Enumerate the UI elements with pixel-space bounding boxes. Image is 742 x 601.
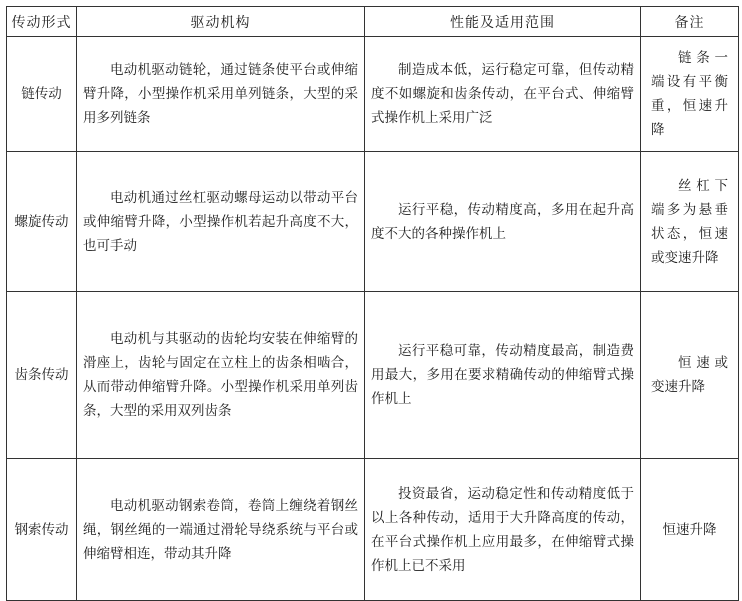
- table-row: [7, 459, 739, 601]
- row-mechanism: 电动机通过丝杠驱动螺母运动以带动平台或伸缩臂升降，小型操作机若起升高度不大，也可手动: [77, 152, 365, 292]
- row-mechanism: 电动机与其驱动的齿轮均安装在伸缩臂的滑座上，齿轮与固定在立柱上的齿条相啮合，从而带动伸缩臂升降。小型操作机采用单列齿条，大型的采用双列齿条: [77, 292, 365, 459]
- row-performance: 投资最省，运动稳定性和传动精度低于以上各种传动，适用于大升降高度的传动，在平台式操作机上应用最多，在伸缩臂式操作机上已不采用: [365, 459, 641, 601]
- row-note: 恒速或变速升降: [641, 292, 739, 459]
- header-transmission-type: 传动形式: [7, 7, 77, 37]
- header-performance-scope: 性能及适用范围: [365, 7, 641, 37]
- transmission-comparison-table: [6, 6, 739, 601]
- table-row: [7, 292, 739, 459]
- row-name: 链传动: [7, 37, 77, 152]
- row-name: 螺旋传动: [7, 152, 77, 292]
- row-note: 丝杠下端多为悬垂状态，恒速或变速升降: [641, 152, 739, 292]
- row-performance: 制造成本低，运行稳定可靠，但传动精度不如螺旋和齿条传动，在平台式、伸缩臂式操作机上采用广泛: [365, 37, 641, 152]
- row-mechanism: 电动机驱动钢索卷筒，卷筒上缠绕着钢丝绳，钢丝绳的一端通过滑轮导绕系统与平台或伸缩臂相连，带动其升降: [77, 459, 365, 601]
- row-performance: 运行平稳可靠，传动精度最高，制造费用最大，多用在要求精确传动的伸缩臂式操作机上: [365, 292, 641, 459]
- header-remarks: 备注: [641, 7, 739, 37]
- header-drive-mechanism: 驱动机构: [77, 7, 365, 37]
- row-mechanism: 电动机驱动链轮，通过链条使平台或伸缩臂升降，小型操作机采用单列链条，大型的采用多列链条: [77, 37, 365, 152]
- table-row: [7, 37, 739, 152]
- header-row: [7, 7, 739, 37]
- row-performance: 运行平稳，传动精度高，多用在起升高度不大的各种操作机上: [365, 152, 641, 292]
- row-name: 钢索传动: [7, 459, 77, 601]
- row-note: 链条一端设有平衡重，恒速升降: [641, 37, 739, 152]
- table-row: [7, 152, 739, 292]
- row-note: 恒速升降: [641, 459, 739, 601]
- row-name: 齿条传动: [7, 292, 77, 459]
